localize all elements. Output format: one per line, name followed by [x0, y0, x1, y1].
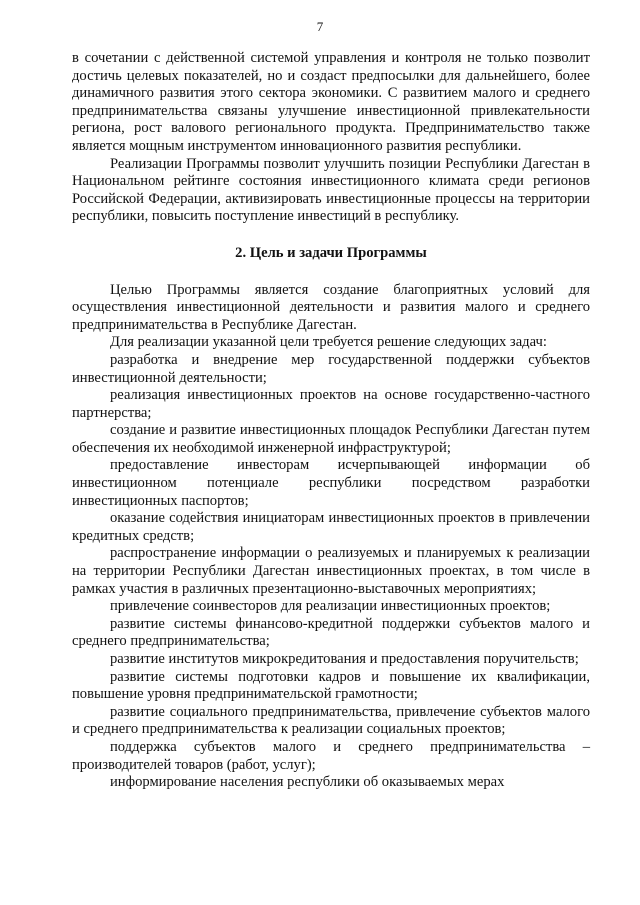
task-item: развитие институтов микрокредитования и предоставления поручительств;	[110, 651, 579, 667]
task-item: поддержка субъектов малого и среднего предпринимательства – производителей товаров (работ, услуг);	[72, 738, 590, 773]
task-item: распространение информации о реализуемых и планируемых к реализации на территории Республики Дагестан инвестиционных проектах, в том числе в рамках участия в различных презентационно-выставочных мероприятиях;	[72, 545, 590, 597]
task-item: оказание содействия инициаторам инвестиционных проектов в привлечении кредитных средств;	[72, 510, 590, 544]
paragraph-program-implementation: Реализации Программы позволит улучшить позиции Республики Дагестан в Национальном рейтинге состояния инвестиционного климата среди регионов Российской Федерации, активизировать инвестиционные процессы на территории республики, повысить поступление инвестиций в республику.	[72, 155, 590, 225]
task-item: развитие системы подготовки кадров и повышение их квалификации, повышение уровня предпринимательской грамотности;	[72, 668, 590, 703]
task-item: развитие системы финансово-кредитной поддержки субъектов малого и среднего предпринимательства;	[72, 615, 590, 650]
page-number: 7	[316, 19, 324, 34]
paragraph-continuation: в сочетании с действенной системой управления и контроля не только позволит достичь целевых показателей, но и создаст предпосылки для дальнейшего, более динамичного развития этого сектора экономики. С развитием малого и среднего предпринимательства связаны улучшение инвестиционной привлекательности региона, рост валового регионального продукта. Предпринимательство также является мощным инструментом инновационного развития республики.	[72, 50, 590, 154]
task-item: привлечение соинвесторов для реализации инвестиционных проектов;	[110, 598, 551, 615]
task-item: создание и развитие инвестиционных площадок Республики Дагестан путем обеспечения их необходимой инженерной инфраструктурой;	[72, 422, 590, 456]
paragraph-tasks-intro: Для реализации указанной цели требуется решение следующих задач:	[110, 334, 547, 351]
task-item: реализация инвестиционных проектов на основе государственно-частного партнерства;	[72, 387, 590, 421]
section-heading: 2. Цель и задачи Программы	[235, 244, 427, 261]
task-item: разработка и внедрение мер государственной поддержки субъектов инвестиционной деятельности;	[72, 351, 590, 386]
paragraph-program-goal: Целью Программы является создание благоприятных условий для осуществления инвестиционной деятельности и развития малого и среднего предпринимательства в Республике Дагестан.	[72, 281, 590, 333]
task-item: развитие социального предпринимательства, привлечение субъектов малого и среднего предпринимательства к реализации социальных проектов;	[72, 703, 590, 738]
task-item: предоставление инвесторам исчерпывающей информации об инвестиционном потенциале республики посредством разработки инвестиционных паспортов;	[72, 457, 590, 509]
task-item: информирование населения республики об оказываемых мерах	[110, 774, 505, 791]
document-body	[72, 50, 590, 792]
